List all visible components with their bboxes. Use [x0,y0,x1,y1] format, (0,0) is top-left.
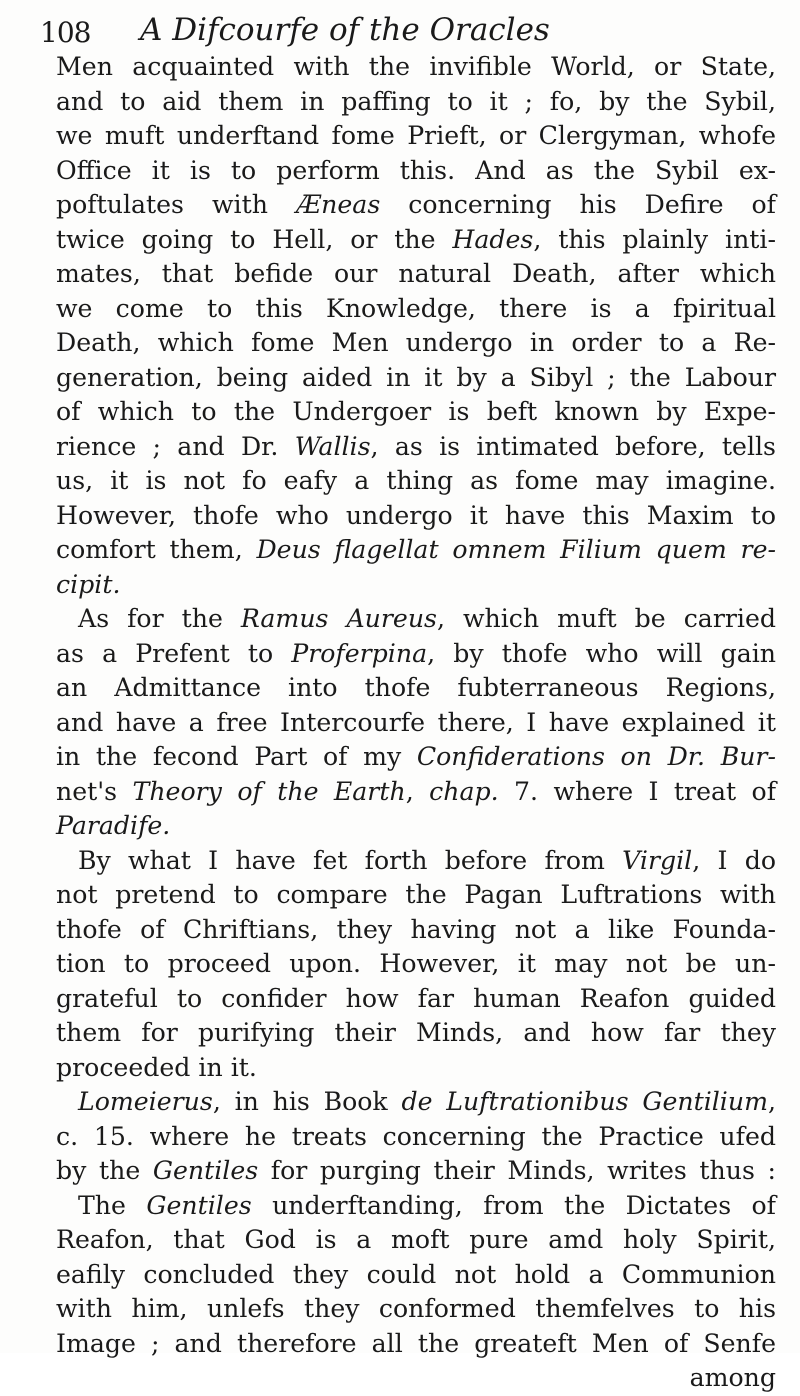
paragraph-start-line: Lomeierus, in his Book de Luftrationibus Gentilium, [78,1087,776,1116]
text-line: Death, which fome Men undergo in order to a Re- [56,328,776,357]
text-line: we come to this Knowledge, there is a fpiritual [56,293,776,323]
text-line: However, thofe who undergo it have this Maxim to [56,500,776,530]
text-line: Paradife. [56,811,171,840]
text-line: Image ; and therefore all the greateft Men of Senfe [56,1328,776,1358]
text-line: by the Gentiles for purging their Minds, writes thus : [56,1156,776,1185]
text-line: not pretend to compare the Pagan Luftrations with [56,880,776,909]
text-line: of which to the Undergoer is beft known by Expe- [56,397,776,426]
text-line: grateful to confider how far human Reafon guided [56,983,776,1013]
text-line: as a Prefent to Proferpina, by thofe who will gain [56,638,776,668]
text-line: and have a free Intercourfe there, I have explained it [56,707,776,737]
text-line: cipit. [56,569,121,599]
body-text [56,50,776,1396]
text-line: proceeded in it. [56,1052,257,1082]
text-line: c. 15. where he treats concerning the Practice ufed [56,1121,776,1151]
text-line: eafily concluded they could not hold a Communion [56,1259,776,1289]
running-title: A Difcourfe of the Oracles [140,12,550,48]
text-line: tion to proceed upon. However, it may not be un- [56,949,776,978]
text-line: twice going to Hell, or the Hades, this plainly inti- [56,224,776,254]
paragraph-start-line: By what I have fet forth before from Virgil, I do [78,845,776,875]
text-line: Reafon, that God is a moft pure amd holy Spirit, [56,1225,776,1254]
text-line: them for purifying their Minds, and how far they [56,1018,776,1047]
text-line: thofe of Chriftians, they having not a like Founda- [56,914,776,944]
text-line: mates, that befide our natural Death, after which [56,259,776,288]
text-line: comfort them, Deus flagellat omnem Filium quem re- [56,535,776,564]
text-line: generation, being aided in it by a Sibyl ; the Labour [56,362,776,392]
text-line: with him, unlefs they conformed themfelves to his [56,1294,776,1323]
text-line: we muft underftand fome Prieft, or Clergyman, whofe [56,121,776,150]
text-line: rience ; and Dr. Wallis, as is intimated before, tells [56,431,776,461]
paragraph-start-line: As for the Ramus Aureus, which muft be carried [78,604,776,633]
text-line: The Gentiles underftanding, from the Dictates of [78,1190,777,1220]
text-line: in the fecond Part of my Confiderations on Dr. Bur- [56,742,776,771]
text-line: an Admittance into thofe fubterraneous Regions, [56,673,776,702]
text-line: Office it is to perform this. And as the Sybil ex- [56,155,776,185]
text-line: poftulates with Æneas concerning his Defire of [56,190,777,219]
text-line: Men acquainted with the invifible World, or State, [56,52,776,81]
text-line: net's Theory of the Earth, chap. 7. where I treat of [56,776,777,806]
text-line: and to aid them in paffing to it ; fo, by the Sybil, [56,86,776,116]
page-number: 108 [40,16,91,49]
text-line: us, it is not fo eafy a thing as fome may imagine. [56,466,776,495]
catchword: among [689,1363,776,1392]
